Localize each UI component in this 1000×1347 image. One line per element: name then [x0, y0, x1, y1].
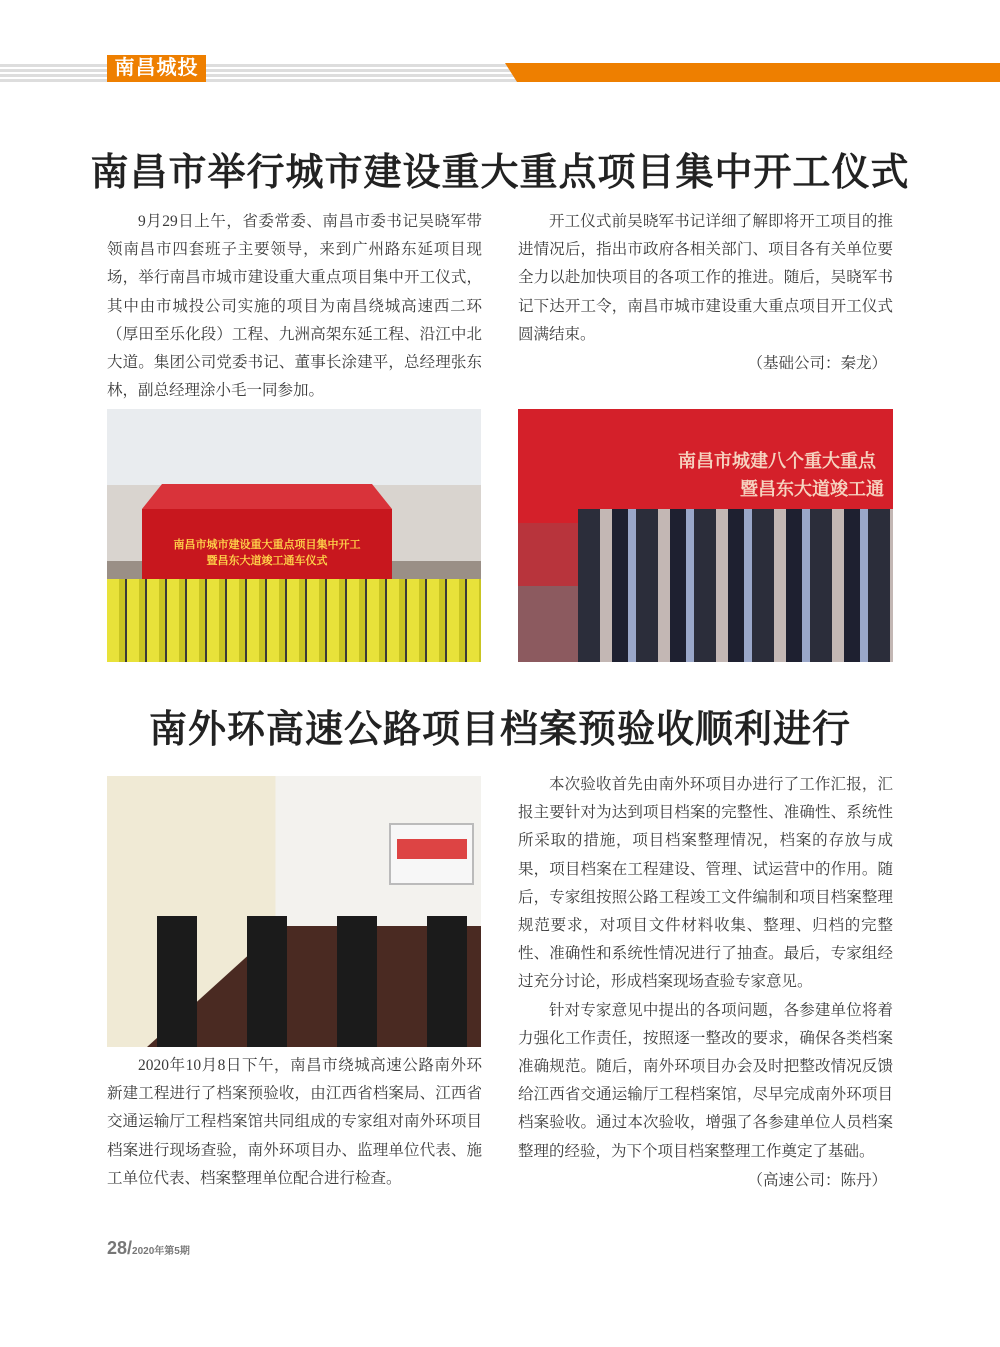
header-stripes — [0, 62, 520, 82]
article1-left-column — [107, 208, 482, 405]
meeting-room-photo — [107, 776, 481, 1047]
site-inspection-photo — [518, 409, 893, 662]
banner-line: 南昌市城市建设重大重点项目集中开工 — [173, 539, 361, 551]
officials-group — [578, 509, 893, 662]
article2-title: 南外环高速公路项目档案预验收顺利进行 — [148, 709, 851, 751]
paragraph: 9月29日上午，省委常委、南昌市委书记吴晓军带领南昌市四套班子主要领导，来到广州路东延项目现场，举行南昌市城市建设重大重点项目集中开工仪式，其中由市城投公司实施的项目为南昌绕城高速西二环（厚田至乐化段）工程、九洲高架东延工程、沿江中北大道。集团公司党委书记、董事长涂建平，总经理张东林，副总经理涂小毛一同参加。 — [107, 213, 482, 400]
projection-screen — [389, 823, 474, 885]
header-accent-bar — [505, 63, 1000, 82]
paragraph: 本次验收首先由南外环项目办进行了工作汇报，汇报主要针对为达到项目档案的完整性、准确性、系统性所采取的措施，项目档案整理情况，档案的存放与成果，项目档案在工程建设、管理、试运营中的作用。随后，专家组按照公路工程竣工文件编制和项目档案整理规范要求，对项目文件材料收集、整理、归档的完整性、准确性和系统性情况进行了抽查。最后，专家组经过充分讨论，形成档案现场查验专家意见。 — [518, 776, 893, 991]
article2-right-column — [518, 771, 893, 1195]
article1-title: 南昌市举行城市建设重大重点项目集中开工仪式 — [90, 152, 910, 194]
byline: （高速公司：陈丹） — [747, 1171, 887, 1189]
byline: （基础公司：秦龙） — [747, 355, 887, 373]
workers-crowd — [107, 579, 481, 662]
banner-line: 南昌市城建八个重大重点 — [678, 451, 876, 471]
page-footer — [107, 1238, 190, 1259]
chairs — [107, 916, 481, 1047]
article1-right-column — [518, 208, 893, 378]
paragraph: 针对专家意见中提出的各项问题，各参建单位将着力强化工作责任，按照逐一整改的要求，确保各类档案准确规范。随后，南外环项目办会及时把整改情况反馈给江西省交通运输厅工程档案馆，尽早完成南外环项目档案验收。通过本次验收，增强了各参建单位人员档案整理的经验，为下个项目档案整理工作奠定了基础。 — [518, 1001, 893, 1160]
tent-roof — [142, 484, 392, 509]
banner-line: 暨昌东大道竣工通车仪式 — [206, 555, 328, 567]
section-tag: 南昌城投 — [107, 55, 206, 82]
page-number: 28/ — [107, 1238, 133, 1258]
banner-line: 暨昌东大道竣工通 — [740, 479, 884, 499]
paragraph: 开工仪式前吴晓军书记详细了解即将开工项目的推进情况后，指出市政府各相关部门、项目各有关单位要全力以赴加快项目的各项工作的推进。随后，吴晓军书记下达开工令，南昌市城市建设重大重点项目开工仪式圆满结束。 — [518, 213, 893, 343]
wall-banner — [678, 447, 884, 503]
paragraph: 2020年10月8日下午，南昌市绕城高速公路南外环新建工程进行了档案预验收，由江西省档案局、江西省交通运输厅工程档案馆共同组成的专家组对南外环项目档案进行现场查验，南外环项目办、监理单位代表、施工单位代表、档案整理单位配合进行检查。 — [107, 1057, 482, 1187]
article2-left-column — [107, 1052, 482, 1193]
groundbreaking-ceremony-photo — [107, 409, 481, 662]
issue-label: 2020年第5期 — [132, 1246, 190, 1257]
